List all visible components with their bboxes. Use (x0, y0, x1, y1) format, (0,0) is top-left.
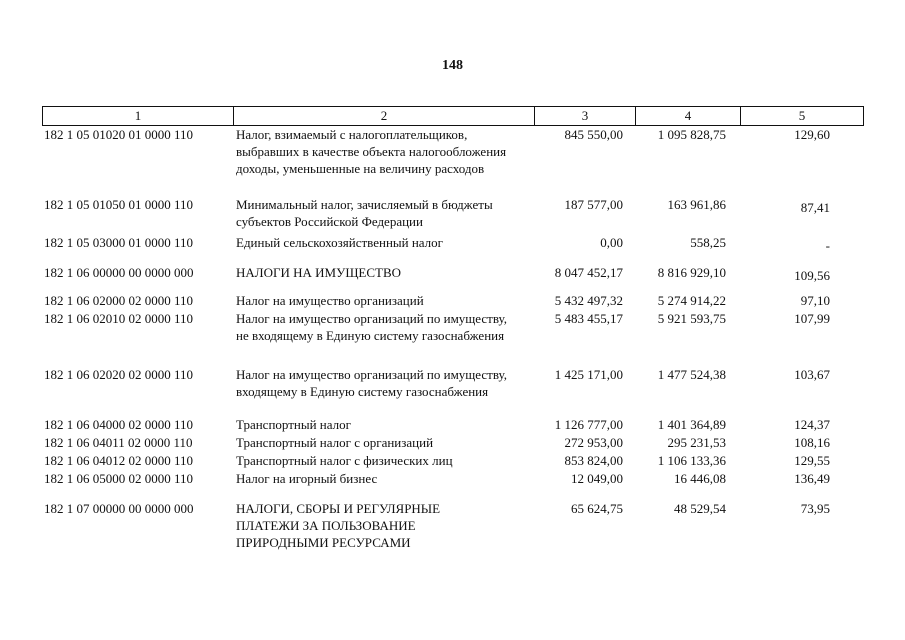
value-col-3: 65 624,75 (571, 501, 623, 516)
page-number: 148 (442, 58, 463, 73)
value-col-4: 5 274 914,22 (657, 293, 726, 308)
budget-code: 182 1 06 02000 02 0000 110 (44, 293, 194, 308)
revenue-name-line: выбравших в качестве объекта налогообложения (236, 144, 507, 159)
revenue-name-line: субъектов Российской Федерации (236, 214, 423, 229)
value-col-4: 5 921 593,75 (657, 311, 726, 326)
revenue-name-line: Транспортный налог с физических лиц (236, 453, 453, 468)
table-header (42, 106, 864, 126)
value-col-3: 187 577,00 (564, 197, 623, 212)
percent-col-5: 103,67 (794, 367, 830, 382)
header-col-5: 5 (798, 108, 806, 123)
revenue-name (236, 416, 536, 433)
header-col-4: 4 (636, 107, 741, 125)
value-col-4: 48 529,54 (674, 501, 726, 516)
budget-code: 182 1 07 00000 00 0000 000 (44, 501, 194, 516)
percent-col-5: 109,56 (794, 268, 830, 283)
revenue-name-line: Налог, взимаемый с налогоплательщиков, (236, 127, 468, 142)
value-col-4: 1 401 364,89 (657, 417, 726, 432)
value-col-3: 1 425 171,00 (554, 367, 623, 382)
revenue-name-line: входящему в Единую систему газоснабжения (236, 384, 489, 399)
value-col-3: 845 550,00 (564, 127, 623, 142)
value-col-3: 12 049,00 (571, 471, 623, 486)
revenue-name (236, 264, 536, 281)
percent-col-5: 129,60 (794, 127, 830, 142)
value-col-3: 8 047 452,17 (554, 265, 623, 280)
value-col-4: 558,25 (690, 235, 726, 250)
revenue-name (236, 500, 536, 551)
value-col-3: 272 953,00 (564, 435, 623, 450)
percent-col-5: 97,10 (800, 293, 830, 308)
revenue-name-line: Налог на имущество организаций по имуществу, (236, 311, 507, 326)
budget-code: 182 1 06 02010 02 0000 110 (44, 311, 194, 326)
budget-code: 182 1 06 05000 02 0000 110 (44, 471, 194, 486)
revenue-name-line: НАЛОГИ, СБОРЫ И РЕГУЛЯРНЫЕ (236, 501, 441, 516)
budget-code: 182 1 05 03000 01 0000 110 (44, 235, 194, 250)
revenue-name-line: НАЛОГИ НА ИМУЩЕСТВО (236, 265, 402, 280)
revenue-name (236, 196, 536, 230)
value-col-3: 853 824,00 (564, 453, 623, 468)
value-col-3: 1 126 777,00 (554, 417, 623, 432)
revenue-name (236, 452, 536, 469)
value-col-4: 1 477 524,38 (657, 367, 726, 382)
percent-col-5: 136,49 (794, 471, 830, 486)
revenue-name-line: ПЛАТЕЖИ ЗА ПОЛЬЗОВАНИЕ (236, 518, 416, 533)
percent-col-5: 124,37 (794, 417, 830, 432)
revenue-name-line: Транспортный налог (236, 417, 351, 432)
budget-code: 182 1 06 04011 02 0000 110 (44, 435, 193, 450)
revenue-name (236, 366, 536, 400)
revenue-name-line: Транспортный налог с организаций (236, 435, 434, 450)
budget-code: 182 1 06 04000 02 0000 110 (44, 417, 194, 432)
revenue-name-line: Минимальный налог, зачисляемый в бюджеты (236, 197, 493, 212)
percent-col-5: 73,95 (800, 501, 830, 516)
header-col-2: 2 (234, 107, 535, 125)
value-col-3: 0,00 (600, 235, 623, 250)
revenue-name-line: Налог на имущество организаций (236, 293, 424, 308)
revenue-name (236, 470, 536, 487)
header-col-1: 1 (43, 107, 234, 125)
budget-code: 182 1 05 01050 01 0000 110 (44, 197, 194, 212)
budget-code: 182 1 06 02020 02 0000 110 (44, 367, 194, 382)
revenue-name-line: не входящему в Единую систему газоснабжения (236, 328, 505, 343)
value-col-3: 5 483 455,17 (554, 311, 623, 326)
header-col-3: 3 (535, 107, 636, 125)
revenue-name-line: Налог на игорный бизнес (236, 471, 378, 486)
value-col-4: 16 446,08 (674, 471, 726, 486)
revenue-name (236, 234, 536, 251)
budget-code: 182 1 06 00000 00 0000 000 (44, 265, 194, 280)
value-col-4: 8 816 929,10 (657, 265, 726, 280)
value-col-4: 295 231,53 (667, 435, 726, 450)
revenue-name (236, 434, 536, 451)
percent-col-5: 87,41 (800, 200, 830, 215)
revenue-name-line: доходы, уменьшенные на величину расходов (236, 161, 485, 176)
budget-code: 182 1 06 04012 02 0000 110 (44, 453, 194, 468)
budget-code: 182 1 05 01020 01 0000 110 (44, 127, 194, 142)
percent-col-5: 129,55 (794, 453, 830, 468)
percent-col-5: 108,16 (794, 435, 830, 450)
value-col-3: 5 432 497,32 (554, 293, 623, 308)
revenue-name (236, 126, 536, 177)
revenue-name (236, 310, 536, 344)
percent-col-5: 107,99 (794, 311, 830, 326)
value-col-4: 1 095 828,75 (657, 127, 726, 142)
revenue-name-line: ПРИРОДНЫМИ РЕСУРСАМИ (236, 535, 411, 550)
value-col-4: 1 106 133,36 (657, 453, 726, 468)
value-col-4: 163 961,86 (667, 197, 726, 212)
percent-col-5: - (825, 238, 830, 253)
revenue-name (236, 292, 536, 309)
revenue-name-line: Налог на имущество организаций по имуществу, (236, 367, 507, 382)
revenue-name-line: Единый сельскохозяйственный налог (236, 235, 444, 250)
